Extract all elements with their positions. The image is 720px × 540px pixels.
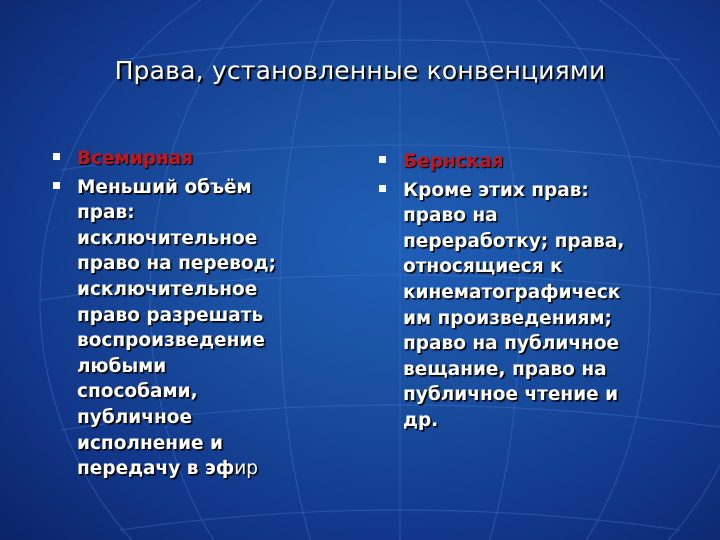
right-line-3: переработку; права, bbox=[403, 230, 625, 252]
left-line-10: публичное bbox=[77, 406, 193, 428]
left-line-11: исполнение и bbox=[77, 432, 223, 454]
square-bullet-icon bbox=[379, 156, 386, 163]
right-line-7: право на публичное bbox=[403, 333, 620, 355]
square-bullet-icon bbox=[379, 185, 386, 192]
square-bullet-icon bbox=[53, 153, 60, 160]
right-heading-item bbox=[378, 149, 698, 175]
slide-title: Права, установленные конвенциями bbox=[114, 56, 606, 85]
right-heading: Бернская bbox=[403, 151, 504, 172]
left-heading: Всемирная bbox=[77, 148, 194, 169]
right-body-item bbox=[378, 178, 698, 434]
left-line-12 bbox=[77, 456, 352, 482]
left-column bbox=[52, 146, 352, 485]
left-line-12-bold: передачу в эф bbox=[77, 458, 235, 480]
left-line-3: исключительное bbox=[77, 227, 258, 249]
left-line-5: исключительное bbox=[77, 278, 258, 300]
left-heading-item bbox=[52, 146, 352, 172]
left-line-7: воспроизведение bbox=[77, 330, 265, 352]
right-line-5: кинематографическ bbox=[403, 281, 621, 303]
right-line-6: им произведениям; bbox=[403, 307, 612, 329]
square-bullet-icon bbox=[53, 182, 60, 189]
left-line-8: любыми bbox=[77, 355, 167, 377]
left-line-9: способами, bbox=[77, 381, 198, 403]
left-line-1: Меньший объём bbox=[77, 176, 252, 198]
left-line-4: право на перевод; bbox=[77, 253, 276, 275]
left-body-item bbox=[52, 175, 352, 482]
left-line-2: прав: bbox=[77, 202, 135, 224]
right-line-1: Кроме этих прав: bbox=[403, 179, 589, 201]
left-line-12-regular: ир bbox=[234, 458, 258, 480]
right-line-2: право на bbox=[403, 205, 498, 227]
left-line-6: право разрешать bbox=[77, 304, 264, 326]
right-line-4: относящиеся к bbox=[403, 256, 563, 278]
right-column bbox=[378, 149, 698, 437]
right-line-9: публичное чтение и bbox=[403, 384, 619, 406]
right-line-10: др. bbox=[403, 409, 439, 431]
right-line-8: вещание, право на bbox=[403, 358, 607, 380]
